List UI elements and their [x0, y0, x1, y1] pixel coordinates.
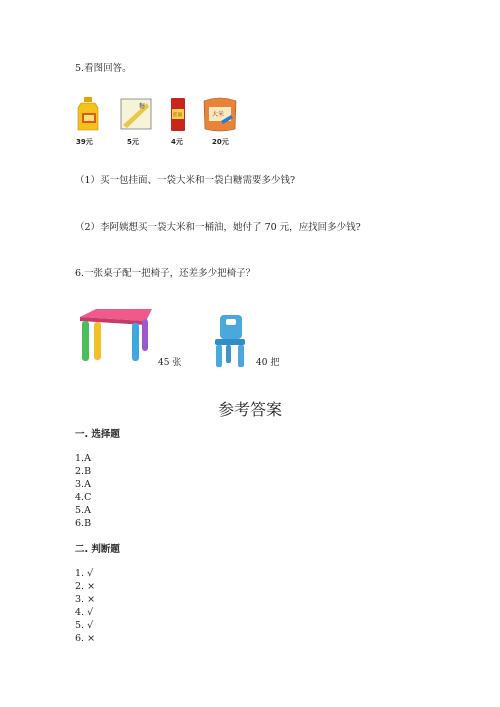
- answer-item: 3.A: [75, 479, 91, 490]
- section2-title: 二. 判断题: [75, 544, 120, 555]
- oil-price: 39元: [76, 138, 93, 146]
- q5-sub2: （2）李阿姨想买一袋大米和一桶油，她付了 70 元，应找回多少钱?: [75, 222, 361, 233]
- answer-item: 6.B: [75, 518, 92, 529]
- noodles-price: 4元: [171, 138, 183, 146]
- table-image: [76, 305, 156, 367]
- q5-sub1: （1）买一包挂面、一袋大米和一袋白糖需要多少钱?: [75, 175, 296, 186]
- answer-item: 6. ×: [75, 633, 96, 644]
- sugar-price: 5元: [127, 138, 139, 146]
- section1-title: 一. 选择题: [75, 429, 120, 440]
- rice-price: 20元: [212, 138, 229, 146]
- answer-item: 5. √: [75, 620, 94, 631]
- answers-title: 参考答案: [217, 400, 282, 419]
- answer-item: 2. ×: [75, 581, 96, 592]
- table-count: 45 张: [158, 358, 182, 368]
- sugar-label: 糖: [139, 103, 146, 110]
- q5-title: 5.看图回答。: [75, 63, 132, 74]
- noodles-label: 挂面: [173, 113, 182, 118]
- answer-item: 5.A: [75, 505, 91, 516]
- q6-title: 6.一张桌子配一把椅子，还差多少把椅子？: [75, 268, 256, 279]
- answer-item: 4.C: [75, 492, 92, 503]
- answer-item: 1.A: [75, 453, 91, 464]
- answer-item: 4. √: [75, 607, 94, 618]
- chair-image: [210, 313, 250, 369]
- answer-item: 1. √: [75, 568, 94, 579]
- noodles-pack-image: [159, 95, 197, 133]
- oil-bottle-image: [75, 95, 113, 133]
- answer-item: 3. ×: [75, 594, 96, 605]
- answer-item: 2.B: [75, 466, 92, 477]
- sugar-bag-image: [117, 95, 155, 133]
- rice-label: 大米: [212, 111, 225, 118]
- chair-count: 40 把: [256, 358, 280, 368]
- rice-bag-image: [201, 95, 239, 133]
